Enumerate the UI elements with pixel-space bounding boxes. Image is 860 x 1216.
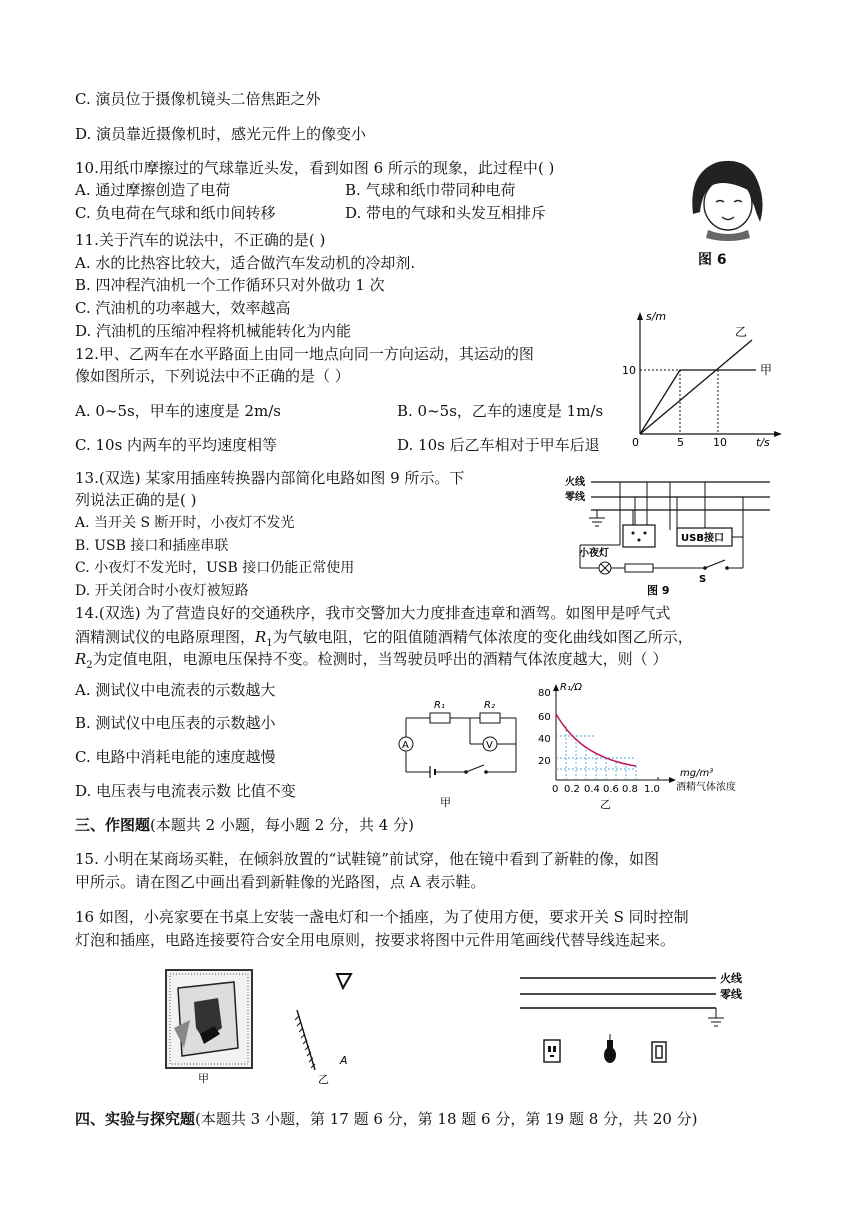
live-wire-label: 火线 [720, 972, 742, 985]
y-tick-40: 40 [538, 734, 551, 745]
q14-stem-line3 [75, 652, 667, 671]
switch-s [705, 560, 725, 568]
q12-option-b: B. 0~5s，乙车的速度是 1m/s [397, 402, 604, 420]
q10-option-b: B. 气球和纸巾带同种电荷 [345, 181, 516, 199]
switch-label: S [699, 574, 707, 585]
q14-stem-line2-prefix: 酒精测试仪的电路原理图， [75, 628, 256, 646]
q14-r2: R [75, 650, 87, 668]
q15-figure-yi [285, 968, 365, 1090]
q14-option-d: D. 电压表与电流表示数 比值不变 [75, 782, 296, 800]
q14-option-b: B. 测试仪中电压表的示数越小 [75, 714, 276, 732]
section-4-heading [75, 1112, 698, 1127]
q12-option-c: C. 10s 内两车的平均速度相等 [75, 436, 278, 454]
resistor [625, 564, 653, 572]
resistor-r1 [430, 713, 450, 723]
socket-icon [544, 1040, 560, 1062]
y-tick-60: 60 [538, 712, 551, 723]
q12-stem-line1: 12.甲、乙两车在水平路面上由同一地点向同一方向运动，其运动的图 [75, 345, 534, 363]
mirror [297, 1010, 315, 1070]
x-tick-0-8: 0.8 [622, 784, 638, 795]
voltmeter-label: V [486, 740, 493, 751]
socket-box [623, 525, 655, 547]
section-3-heading [75, 818, 414, 833]
q14-circuit-jia [396, 696, 526, 810]
grid [556, 724, 636, 780]
x-tick-5: 5 [677, 436, 684, 448]
q9-option-c: C. 演员位于摄像机镜头二倍焦距之外 [75, 90, 321, 108]
switch [466, 765, 484, 772]
bulb-icon [604, 1047, 616, 1063]
q13-circuit-figure-9 [565, 470, 775, 598]
section-3-title: 三、作图题 [75, 816, 151, 834]
eye-icon [337, 974, 351, 988]
section-4-note: (本题共 3 小题，第 17 题 6 分，第 18 题 6 分，第 19 题 8 分，共 20 分) [195, 1110, 698, 1128]
live-wire-label: 火线 [565, 477, 585, 488]
label-yi: 乙 [735, 325, 748, 339]
y-tick-10: 10 [622, 364, 636, 377]
graph-yi-label: 乙 [600, 798, 611, 811]
q12-option-d: D. 10s 后乙车相对于甲车后退 [397, 436, 600, 454]
figure-yi-label: 乙 [318, 1073, 329, 1086]
q14-r2-sub: 2 [86, 660, 93, 671]
x-axis-label: t/s [756, 436, 770, 448]
q12-st-graph [618, 306, 798, 448]
q10-stem: 10.用纸巾摩擦过的气球靠近头发，看到如图 6 所示的现象，此过程中( ) [75, 159, 555, 177]
x-tick-0: 0 [552, 784, 559, 795]
line-yi [640, 340, 752, 434]
q13-option-d: D. 开关闭合时小夜灯被短路 [75, 583, 249, 599]
q16-line1: 16 如图，小亮家要在书桌上安装一盏电灯和一个插座，为了使用方便，要求开关 S 同时控制 [75, 908, 689, 926]
q13-stem-line2: 列说法正确的是( ) [75, 491, 197, 509]
q14-option-c: C. 电路中消耗电能的速度越慢 [75, 748, 276, 766]
x-tick-0-2: 0.2 [564, 784, 580, 795]
q14-stem-line2-suffix: 为气敏电阻，它的阻值随酒精气体浓度的变化曲线如图乙所示， [272, 628, 693, 646]
line-jia [640, 370, 756, 434]
y-tick-20: 20 [538, 756, 551, 767]
night-light-label: 小夜灯 [579, 548, 609, 559]
point-a-label: A [340, 1054, 348, 1067]
q16-wiring-figure [520, 968, 770, 1076]
y-axis-label: s/m [646, 310, 667, 323]
label-jia: 甲 [760, 363, 773, 377]
switch-icon [652, 1042, 666, 1062]
x-tick-1-0: 1.0 [644, 784, 660, 795]
q14-stem-line1: 14.(双选) 为了营造良好的交通秩序，我市交警加大力度排查违章和酒驾。如图甲是呼气式 [75, 604, 671, 622]
x-unit: mg/m³ [680, 768, 714, 779]
figure-6-label: 图 6 [698, 252, 727, 268]
q13-stem-line1: 13.(双选) 某家用插座转换器内部简化电路如图 9 所示。下 [75, 469, 465, 487]
q13-option-b: B. USB 接口和插座串联 [75, 538, 229, 554]
q13-option-c: C. 小夜灯不发光时，USB 接口仍能正常使用 [75, 560, 355, 576]
r1-label: R₁ [434, 700, 445, 711]
q10-option-c: C. 负电荷在气球和纸巾间转移 [75, 204, 276, 222]
y-axis-arrow [637, 312, 643, 320]
q15-line2: 甲所示。请在图乙中画出看到新鞋像的光路图，点 A 表示鞋。 [75, 873, 486, 891]
neutral-wire-label: 零线 [565, 492, 585, 503]
x-axis-arrow [774, 431, 782, 437]
x-tick-0-4: 0.4 [584, 784, 600, 795]
q11-option-b: B. 四冲程汽油机一个工作循环只对外做功 1 次 [75, 276, 385, 294]
y-axis-label: R₁/Ω [560, 682, 582, 693]
figure-6-girl-image [678, 152, 778, 270]
q15-figure-jia-photo [164, 968, 256, 1086]
figure-9-label: 图 9 [647, 584, 670, 597]
y-tick-80: 80 [538, 688, 551, 699]
q16-line2: 灯泡和插座，电路连接要符合安全用电原则，按要求将图中元件用笔画线代替导线连起来。 [75, 931, 676, 949]
q14-r1-sub: 1 [266, 638, 273, 649]
resistor-r2 [480, 713, 500, 723]
ammeter-label: A [402, 740, 409, 751]
q14-stem-line3-suffix: 为定值电阻，电源电压保持不变。检测时，当驾驶员呼出的酒精气体浓度越大，则（ ） [92, 650, 668, 668]
x-tick-10: 10 [713, 436, 727, 448]
q11-option-d: D. 汽油机的压缩冲程将机械能转化为内能 [75, 322, 352, 340]
q10-option-d: D. 带电的气球和头发互相排斥 [345, 204, 547, 222]
x-axis-label: 酒精气体浓度 [676, 782, 736, 793]
origin-label: 0 [632, 436, 639, 448]
circuit-jia-label: 甲 [440, 796, 451, 809]
q9-option-d: D. 演员靠近摄像机时，感光元件上的像变小 [75, 125, 367, 143]
q12-stem-line2: 像如图所示，下列说法中不正确的是（ ） [75, 367, 350, 385]
q11-option-c: C. 汽油机的功率越大，效率越高 [75, 299, 291, 317]
r2-label: R₂ [484, 700, 495, 711]
q14-r1: R [255, 628, 267, 646]
figure-jia-label: 甲 [198, 1072, 209, 1085]
neutral-wire-label: 零线 [720, 988, 742, 1001]
q14-option-a: A. 测试仪中电流表的示数越大 [75, 681, 276, 699]
usb-port-label: USB接口 [681, 533, 724, 544]
q12-option-a: A. 0~5s，甲车的速度是 2m/s [75, 402, 282, 420]
q15-line1: 15. 小明在某商场买鞋，在倾斜放置的“试鞋镜”前试穿，他在镜中看到了新鞋的像，如图 [75, 850, 659, 868]
section-3-note: (本题共 2 小题，每小题 2 分，共 4 分) [150, 816, 414, 834]
q10-option-a: A. 通过摩擦创造了电荷 [75, 181, 231, 199]
q14-r1-concentration-graph [530, 680, 760, 812]
q11-option-a: A. 水的比热容比较大，适合做汽车发动机的冷却剂. [75, 254, 416, 272]
q11-stem: 11.关于汽车的说法中，不正确的是( ) [75, 231, 326, 249]
section-4-title: 四、实验与探究题 [75, 1110, 196, 1128]
x-tick-0-6: 0.6 [603, 784, 619, 795]
q13-option-a: A. 当开关 S 断开时，小夜灯不发光 [75, 515, 295, 531]
q14-stem-line2 [75, 630, 693, 649]
